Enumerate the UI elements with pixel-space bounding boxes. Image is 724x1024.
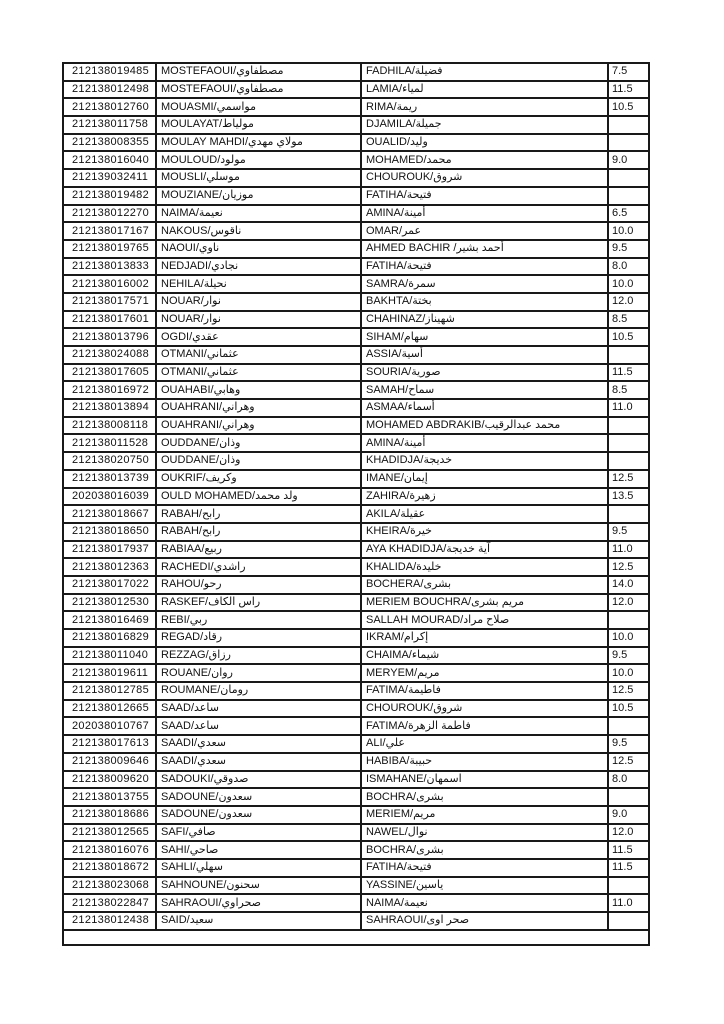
- cell-last-name: OGDI/عقدي: [156, 328, 361, 346]
- cell-id: 212138008118: [63, 417, 156, 435]
- cell-id: 212138018672: [63, 859, 156, 877]
- cell-last-name: RAHOU/رحو: [156, 576, 361, 594]
- cell-first-name: IKRAM/إكرام: [361, 629, 608, 647]
- cell-grade: 9.5: [608, 647, 649, 665]
- cell-grade: [608, 434, 649, 452]
- table-row: [63, 523, 649, 541]
- cell-grade: [608, 611, 649, 629]
- cell-grade: [608, 717, 649, 735]
- cell-first-name: FATIHA/فتيحة: [361, 258, 608, 276]
- cell-first-name: SAHRAOUI/صحر اوى: [361, 912, 608, 930]
- cell-last-name: MOULAY MAHDI/مولاي مهدي: [156, 134, 361, 152]
- cell-id: 212138012530: [63, 594, 156, 612]
- cell-grade: 13.5: [608, 488, 649, 506]
- cell-last-name: OUDDANE/وذان: [156, 434, 361, 452]
- table-row: [63, 240, 649, 258]
- cell-grade: 14.0: [608, 576, 649, 594]
- cell-id: 212138016469: [63, 611, 156, 629]
- cell-last-name: OUAHABI/وهابي: [156, 381, 361, 399]
- cell-first-name: ZAHIRA/زهيرة: [361, 488, 608, 506]
- cell-id: 212138009620: [63, 771, 156, 789]
- cell-last-name: NOUAR/نوار: [156, 311, 361, 329]
- cell-last-name: RABIAA/ربيع: [156, 541, 361, 559]
- cell-last-name: NEHILA/نحيلة: [156, 275, 361, 293]
- table-row: [63, 98, 649, 116]
- cell-id: 212138018650: [63, 523, 156, 541]
- table-row: [63, 611, 649, 629]
- cell-first-name: YASSINE/ياسين: [361, 877, 608, 895]
- cell-first-name: BAKHTA/بختة: [361, 293, 608, 311]
- table-row: [63, 222, 649, 240]
- cell-last-name: SAHLI/سهلي: [156, 859, 361, 877]
- student-grades-table: [62, 62, 650, 946]
- cell-id: 212138011040: [63, 647, 156, 665]
- cell-grade: 12.0: [608, 594, 649, 612]
- cell-last-name: MOUSLI/موسلي: [156, 169, 361, 187]
- cell-first-name: NAWEL/نوال: [361, 824, 608, 842]
- cell-last-name: REBI/ربي: [156, 611, 361, 629]
- table-row: [63, 912, 649, 930]
- cell-grade: [608, 417, 649, 435]
- cell-id: 212138013739: [63, 470, 156, 488]
- cell-grade: 9.5: [608, 240, 649, 258]
- cell-id: 212138016972: [63, 381, 156, 399]
- cell-first-name: MERIEM/مريم: [361, 806, 608, 824]
- cell-first-name: MOHAMED ABDRAKIB/محمد عبدالرقيب: [361, 417, 608, 435]
- cell-grade: 10.0: [608, 629, 649, 647]
- cell-grade: [608, 452, 649, 470]
- table-row: [63, 470, 649, 488]
- cell-last-name: RABAH/رابح: [156, 523, 361, 541]
- table-row: [63, 434, 649, 452]
- cell-grade: 11.5: [608, 364, 649, 382]
- cell-first-name: MERYEM/مريم: [361, 664, 608, 682]
- table-row: [63, 63, 649, 81]
- cell-id: 202038010767: [63, 717, 156, 735]
- cell-id: 212138019765: [63, 240, 156, 258]
- table-row: [63, 151, 649, 169]
- table-row: [63, 488, 649, 506]
- table-row: [63, 116, 649, 134]
- table-row: [63, 629, 649, 647]
- cell-first-name: NAIMA/نعيمة: [361, 894, 608, 912]
- cell-last-name: NAOUI/ناوي: [156, 240, 361, 258]
- table-row: [63, 81, 649, 99]
- cell-grade: 12.5: [608, 753, 649, 771]
- table-row: [63, 735, 649, 753]
- cell-last-name: SAHRAOUI/صحراوي: [156, 894, 361, 912]
- cell-last-name: OULD MOHAMED/ولد محمد: [156, 488, 361, 506]
- table-row: [63, 894, 649, 912]
- cell-id: 212138017601: [63, 311, 156, 329]
- cell-id: 212138018667: [63, 505, 156, 523]
- cell-grade: 10.5: [608, 700, 649, 718]
- cell-first-name: OMAR/عمر: [361, 222, 608, 240]
- table-row: [63, 364, 649, 382]
- cell-last-name: OTMANI/عثماني: [156, 364, 361, 382]
- cell-first-name: KHALIDA/خليدة: [361, 558, 608, 576]
- cell-grade: 12.0: [608, 293, 649, 311]
- cell-first-name: MOHAMED/محمد: [361, 151, 608, 169]
- cell-id: 212138019611: [63, 664, 156, 682]
- table-row: [63, 452, 649, 470]
- cell-id: 202038016039: [63, 488, 156, 506]
- cell-id: 212138012498: [63, 81, 156, 99]
- cell-first-name: IMANE/إيمان: [361, 470, 608, 488]
- table-row: [63, 859, 649, 877]
- cell-id: 212138012270: [63, 205, 156, 223]
- cell-id: 212138013796: [63, 328, 156, 346]
- table-body: [63, 63, 649, 945]
- cell-id: 212138012438: [63, 912, 156, 930]
- cell-grade: 10.0: [608, 664, 649, 682]
- cell-id: 212138012760: [63, 98, 156, 116]
- table-row: [63, 664, 649, 682]
- cell-grade: [608, 788, 649, 806]
- table-row: [63, 594, 649, 612]
- cell-grade: 9.5: [608, 735, 649, 753]
- cell-first-name: AMINA/أمينة: [361, 434, 608, 452]
- cell-grade: [608, 346, 649, 364]
- cell-first-name: ALI/علي: [361, 735, 608, 753]
- cell-first-name: BOCHERA/بشرى: [361, 576, 608, 594]
- cell-first-name: ISMAHANE/اسمهان: [361, 771, 608, 789]
- cell-grade: 10.5: [608, 98, 649, 116]
- table-row: [63, 717, 649, 735]
- cell-first-name: FATIMA/فاطيمة: [361, 682, 608, 700]
- cell-last-name: NOUAR/نوار: [156, 293, 361, 311]
- cell-id: 212138008355: [63, 134, 156, 152]
- cell-id: 212138017937: [63, 541, 156, 559]
- cell-grade: 11.0: [608, 399, 649, 417]
- cell-id: 212138013894: [63, 399, 156, 417]
- cell-last-name: OUAHRANI/وهراني: [156, 417, 361, 435]
- cell-last-name: RABAH/رابح: [156, 505, 361, 523]
- cell-first-name: CHOUROUK/شروق: [361, 169, 608, 187]
- cell-grade: 8.0: [608, 258, 649, 276]
- cell-id: 212138011528: [63, 434, 156, 452]
- cell-id: 212138012665: [63, 700, 156, 718]
- cell-grade: [608, 187, 649, 205]
- cell-first-name: ASMAA/أسماء: [361, 399, 608, 417]
- cell-first-name: RIMA/ريمة: [361, 98, 608, 116]
- table-row: [63, 806, 649, 824]
- table-row: [63, 187, 649, 205]
- cell-last-name: MOSTEFAOUI/مصطفاوي: [156, 81, 361, 99]
- table-row: [63, 877, 649, 895]
- table-row: [63, 346, 649, 364]
- cell-last-name: MOULOUD/مولود: [156, 151, 361, 169]
- cell-id: 212138016829: [63, 629, 156, 647]
- cell-id: 212138023068: [63, 877, 156, 895]
- cell-grade: 11.5: [608, 81, 649, 99]
- cell-grade: 10.5: [608, 328, 649, 346]
- cell-last-name: OTMANI/عثماني: [156, 346, 361, 364]
- table-row: [63, 558, 649, 576]
- cell-grade: [608, 134, 649, 152]
- cell-grade: 9.0: [608, 806, 649, 824]
- cell-id: 212138013755: [63, 788, 156, 806]
- cell-last-name: OUDDANE/وذان: [156, 452, 361, 470]
- cell-grade: 12.5: [608, 470, 649, 488]
- cell-id: 212138016002: [63, 275, 156, 293]
- cell-grade: 8.5: [608, 311, 649, 329]
- table-row: [63, 505, 649, 523]
- table-row: [63, 399, 649, 417]
- cell-id: 212138017167: [63, 222, 156, 240]
- cell-first-name: SALLAH MOURAD/صلاح مراد: [361, 611, 608, 629]
- cell-last-name: NEDJADI/نجادي: [156, 258, 361, 276]
- cell-id: 212138016040: [63, 151, 156, 169]
- table-row: [63, 824, 649, 842]
- cell-last-name: SAAD/ساعد: [156, 717, 361, 735]
- table-row: [63, 381, 649, 399]
- cell-id: 212138011758: [63, 116, 156, 134]
- cell-last-name: SAHNOUNE/سحنون: [156, 877, 361, 895]
- cell-first-name: KHADIDJA/خديجة: [361, 452, 608, 470]
- cell-grade: 12.0: [608, 824, 649, 842]
- cell-empty-footer: [63, 930, 649, 945]
- cell-first-name: AMINA/أمينة: [361, 205, 608, 223]
- cell-last-name: NAKOUS/ناقوس: [156, 222, 361, 240]
- table-row: [63, 841, 649, 859]
- cell-grade: 11.5: [608, 841, 649, 859]
- cell-id: 212138020750: [63, 452, 156, 470]
- table-row: [63, 700, 649, 718]
- cell-id: 212138024088: [63, 346, 156, 364]
- cell-first-name: BOCHRA/بشرى: [361, 788, 608, 806]
- table-row: [63, 258, 649, 276]
- cell-first-name: CHOUROUK/شروق: [361, 700, 608, 718]
- table-row: [63, 205, 649, 223]
- table-row: [63, 541, 649, 559]
- cell-last-name: SAFI/صافي: [156, 824, 361, 842]
- cell-first-name: SOURIA/صورية: [361, 364, 608, 382]
- table-row: [63, 275, 649, 293]
- cell-last-name: MOSTEFAOUI/مصطفاوي: [156, 63, 361, 81]
- cell-last-name: ROUMANE/رومان: [156, 682, 361, 700]
- cell-first-name: HABIBA/حبيبة: [361, 753, 608, 771]
- cell-id: 212138019482: [63, 187, 156, 205]
- cell-grade: 11.0: [608, 541, 649, 559]
- cell-first-name: AKILA/عقيلة: [361, 505, 608, 523]
- cell-first-name: FATIMA/فاطمة الزهرة: [361, 717, 608, 735]
- cell-last-name: RACHEDI/راشدي: [156, 558, 361, 576]
- cell-last-name: SADOUNE/سعدون: [156, 788, 361, 806]
- cell-id: 212138016076: [63, 841, 156, 859]
- cell-first-name: MERIEM BOUCHRA/مريم بشرى: [361, 594, 608, 612]
- table-row: [63, 682, 649, 700]
- cell-last-name: SAADI/سعدي: [156, 753, 361, 771]
- cell-last-name: SADOUNE/سعدون: [156, 806, 361, 824]
- table-row: [63, 134, 649, 152]
- cell-first-name: FADHILA/فضيلة: [361, 63, 608, 81]
- cell-grade: 9.5: [608, 523, 649, 541]
- cell-id: 212138012565: [63, 824, 156, 842]
- cell-first-name: AHMED BACHIR /أحمد بشير: [361, 240, 608, 258]
- cell-last-name: SADOUKI/صدوقي: [156, 771, 361, 789]
- cell-last-name: SAAD/ساعد: [156, 700, 361, 718]
- cell-id: 212138009646: [63, 753, 156, 771]
- table-row-empty-footer: [63, 930, 649, 945]
- cell-grade: [608, 505, 649, 523]
- cell-grade: 10.0: [608, 222, 649, 240]
- cell-id: 212138018686: [63, 806, 156, 824]
- table-row: [63, 293, 649, 311]
- table-row: [63, 647, 649, 665]
- cell-grade: [608, 877, 649, 895]
- cell-first-name: ASSIA/أسية: [361, 346, 608, 364]
- cell-id: 212138017571: [63, 293, 156, 311]
- cell-grade: 8.5: [608, 381, 649, 399]
- cell-grade: 8.0: [608, 771, 649, 789]
- cell-first-name: SAMRA/سمرة: [361, 275, 608, 293]
- cell-id: 212138017022: [63, 576, 156, 594]
- table-row: [63, 311, 649, 329]
- cell-id: 212138022847: [63, 894, 156, 912]
- cell-grade: 7.5: [608, 63, 649, 81]
- cell-last-name: SAID/سعيد: [156, 912, 361, 930]
- cell-last-name: ROUANE/روان: [156, 664, 361, 682]
- cell-last-name: SAHI/صاحي: [156, 841, 361, 859]
- cell-last-name: OUKRIF/وكريف: [156, 470, 361, 488]
- cell-last-name: MOULAYAT/مولياط: [156, 116, 361, 134]
- cell-first-name: OUALID/وليد: [361, 134, 608, 152]
- cell-id: 212138012785: [63, 682, 156, 700]
- cell-last-name: RASKEF/راس الكاف: [156, 594, 361, 612]
- cell-id: 212139032411: [63, 169, 156, 187]
- cell-grade: 12.5: [608, 682, 649, 700]
- cell-last-name: MOUASMI/مواسمي: [156, 98, 361, 116]
- cell-first-name: BOCHRA/بشرى: [361, 841, 608, 859]
- cell-first-name: KHEIRA/خيرة: [361, 523, 608, 541]
- cell-grade: [608, 169, 649, 187]
- cell-last-name: REGAD/رقاد: [156, 629, 361, 647]
- cell-first-name: CHAIMA/شيماء: [361, 647, 608, 665]
- cell-grade: 11.0: [608, 894, 649, 912]
- table-row: [63, 753, 649, 771]
- cell-id: 212138012363: [63, 558, 156, 576]
- table-row: [63, 771, 649, 789]
- cell-id: 212138013833: [63, 258, 156, 276]
- cell-id: 212138017605: [63, 364, 156, 382]
- cell-first-name: FATIHA/فتيحة: [361, 187, 608, 205]
- table-row: [63, 576, 649, 594]
- cell-first-name: DJAMILA/جميلة: [361, 116, 608, 134]
- cell-first-name: SIHAM/سهام: [361, 328, 608, 346]
- table-row: [63, 417, 649, 435]
- cell-first-name: LAMIA/لمياء: [361, 81, 608, 99]
- cell-first-name: CHAHINAZ/شهيناز: [361, 311, 608, 329]
- cell-last-name: NAIMA/نعيمة: [156, 205, 361, 223]
- cell-id: 212138017613: [63, 735, 156, 753]
- cell-grade: 6.5: [608, 205, 649, 223]
- cell-last-name: OUAHRANI/وهراني: [156, 399, 361, 417]
- cell-last-name: MOUZIANE/موزيان: [156, 187, 361, 205]
- table-row: [63, 169, 649, 187]
- cell-grade: 11.5: [608, 859, 649, 877]
- cell-grade: 9.0: [608, 151, 649, 169]
- cell-id: 212138019485: [63, 63, 156, 81]
- cell-first-name: SAMAH/سماح: [361, 381, 608, 399]
- table-row: [63, 788, 649, 806]
- cell-grade: [608, 912, 649, 930]
- cell-last-name: SAADI/سعدي: [156, 735, 361, 753]
- cell-grade: 10.0: [608, 275, 649, 293]
- cell-last-name: REZZAG/رزاق: [156, 647, 361, 665]
- cell-first-name: AYA KHADIDJA/آية خديجة: [361, 541, 608, 559]
- table-row: [63, 328, 649, 346]
- cell-first-name: FATIHA/فتيحة: [361, 859, 608, 877]
- cell-grade: 12.5: [608, 558, 649, 576]
- cell-grade: [608, 116, 649, 134]
